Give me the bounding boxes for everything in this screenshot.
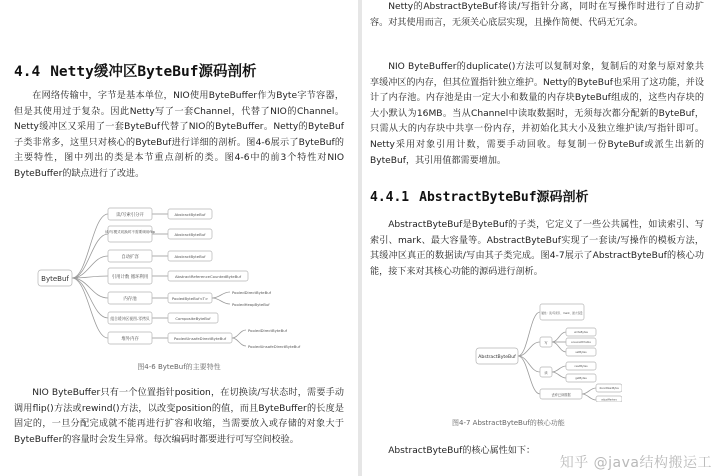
fig6-class-label: AbstractReferenceCountedByteBuf bbox=[174, 274, 242, 279]
intro-paragraph: 在网络传输中，字节是基本单位，NIO使用ByteBuffer作为Byte字节容器，但是其使用过于复杂。因此Netty写了一套Channel，代替了NIO的Channel。Netty缓冲区又采用了一套ByteBuf代替了NIO的ByteBuffer。Netty的ByteBuf子类非常多，这里只对核心的ByteBuf进行详细的剖析。图4-6展示了ByteBuf的主要特性，图中列出的类是本节重点剖析的类。图4-6中的前3个特性对NIO ByteBuffer的缺点进行了改进。 bbox=[14, 91, 345, 179]
duplicate-paragraph: NIO ByteBuffer的duplicate()方法可以复制对象，复制后的对象与原对象共享缓冲区的内存，但其位置指针独立维护。Netty的ByteBuf也采用了这功能，并设计了内存池。内存池是由一定大小和数量的内存块ByteBuf组成的，这些内存块的大小默认为16MB。当从Channel中读取数据时，无须每次都分配新的ByteBuf，只需从大的内存块中共享一份内存，并初始化其大小及独立维护读/写指针即可。Netty采用对象引用计数，需要手动回收。每复制一份ByteBuf或派生出新的ByteBuf，其引用值都需要增加。 bbox=[370, 62, 704, 166]
section-number: 4.4 bbox=[14, 64, 41, 80]
fig6-class-label: AbstractByteBuf bbox=[174, 212, 206, 217]
fig6-subclass-label: PooledDirectByteBuf bbox=[248, 328, 287, 333]
figure-4-7-mindmap bbox=[472, 302, 622, 402]
right-page bbox=[362, 0, 720, 476]
section-heading-4-4-1 bbox=[370, 186, 589, 205]
fig7-branch-label: 读 bbox=[544, 371, 548, 375]
figure-4-7-caption: 图4-7 AbstractByteBuf的核心功能 bbox=[452, 419, 565, 427]
fig7-method-label: ensureWritable bbox=[571, 341, 591, 344]
abstractbytebuf-intro-paragraph: Netty的AbstractByteBuf将读/写指针分离，同时在写操作时进行了自动扩容。对其使用而言，无须关心底层实现，且操作简便、代码无冗余。 bbox=[370, 2, 704, 28]
fig6-class-label: AbstractByteBuf bbox=[174, 254, 206, 259]
figure-4-6-mindmap bbox=[36, 206, 336, 352]
fig6-subclass-label: PooledDirectByteBuf bbox=[232, 290, 271, 295]
fig7-method-label: discardReadBytes bbox=[599, 387, 619, 390]
figure-4-6-caption: 图4-6 ByteBuf的主要特性 bbox=[137, 363, 221, 371]
section-title: Netty缓冲区ByteBuf源码剖析 bbox=[50, 64, 257, 80]
fig6-root-label: ByteBuf bbox=[41, 275, 69, 283]
fig7-method-label: adjustMarkers bbox=[601, 398, 617, 402]
fig7-method-label: readBytes bbox=[574, 365, 588, 368]
subsection-title: AbstractByteBuf源码剖析 bbox=[419, 190, 589, 205]
fig6-subclass-label: PooledUnsafeDirectByteBuf bbox=[248, 344, 301, 349]
fig6-feature-label: 引用计数 循环利用 bbox=[111, 275, 149, 280]
left-page bbox=[0, 0, 358, 476]
fig6-class-label: PooledByteBuf<T> bbox=[171, 296, 209, 301]
fig6-feature-label: 堆外内存 bbox=[121, 337, 139, 342]
fig7-root-label: AbstractByteBuf bbox=[478, 355, 516, 360]
fig7-branch-label: 属性：读/写索引、mark、最大容量 bbox=[541, 312, 583, 315]
fig6-class-label: AbstractByteBuf bbox=[174, 232, 206, 237]
fig6-feature-label: 自动扩容 bbox=[121, 255, 139, 260]
fig7-method-label: getBytes bbox=[575, 377, 587, 380]
fig6-class-label: PooledUnsafeDirectByteBuf bbox=[173, 336, 227, 341]
fig7-method-label: writeBytes bbox=[574, 331, 588, 334]
bytebuffer-paragraph: NIO ByteBuffer只有一个位置指针position，在切换读/写状态时，需要手动调用flip()方法或rewind()方法，以改变position的值，而且ByteBuffer的长度是固定的，一旦分配完成就不能再进行扩容和收缩，当需要放入或存储的对象大于ByteBuffer的容量时会发生异常。每次编码时都要进行可写空间校验。 bbox=[14, 388, 344, 445]
fig6-subclass-label: PooledHeapByteBuf bbox=[232, 302, 270, 307]
zhihu-watermark: 知乎 @java结构搬运工 bbox=[559, 455, 712, 471]
abstractbytebuf-description: AbstractByteBuf是ByteBuf的子类，它定义了一些公共属性，如读索引、写索引、mark、最大容量等。AbstractByteBuf实现了一套读/写操作的模板方法，其缓冲区真正的数据读/写由其子类完成。图4-7展示了AbstractByteBuf的核心功能，接下来对其核心功能的源码进行剖析。 bbox=[370, 220, 704, 277]
fig7-branch-label: 丢弃已读数据 bbox=[551, 393, 571, 397]
fig7-method-label: setBytes bbox=[575, 351, 587, 354]
subsection-number: 4.4.1 bbox=[370, 190, 410, 205]
fig6-feature-label: 读/写模式切换时不需要调用flip bbox=[105, 230, 155, 234]
fig6-feature-label: 读/写索引分开 bbox=[116, 213, 144, 218]
fig6-feature-label: 内存池 bbox=[123, 297, 137, 302]
core-attributes-line: AbstractByteBuf的核心属性如下： bbox=[388, 446, 536, 456]
fig6-class-label: CompositeByteBuf bbox=[175, 316, 211, 321]
fig7-branch-label: 写 bbox=[544, 341, 548, 345]
fig6-feature-label: 组合缓冲区视图-零拷贝 bbox=[110, 316, 150, 321]
section-heading-4-4 bbox=[14, 60, 256, 81]
